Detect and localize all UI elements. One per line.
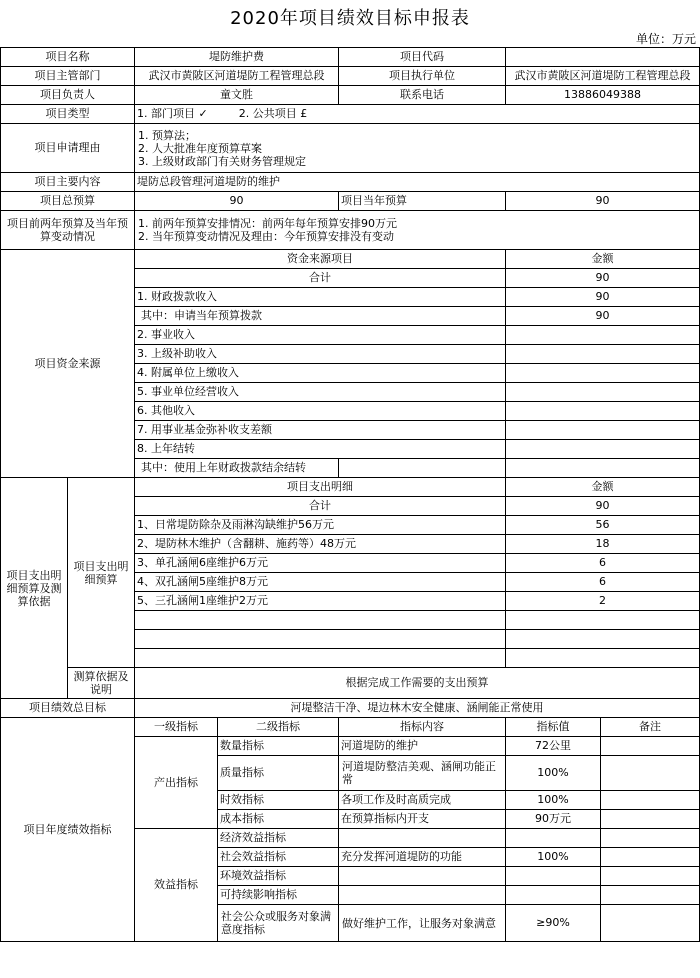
indicator-content [339,886,506,905]
indicator-value: 90万元 [506,810,601,829]
expense-item: 4、双孔涵闸5座维护8万元 [135,573,506,592]
expense-amount: 90 [506,497,700,516]
funding-amount [506,402,700,421]
label-total-budget: 项目总预算 [1,192,135,211]
indicator-l2: 质量指标 [218,756,339,791]
funding-amount [506,459,700,478]
label-output-indicators: 产出指标 [135,737,218,829]
label-benefit-indicators: 效益指标 [135,829,218,942]
form-title: 2020年项目绩效目标申报表 [230,8,470,29]
expense-amount: 6 [506,554,700,573]
indicator-content: 河道堤防的维护 [339,737,506,756]
indicator-value: 72公里 [506,737,601,756]
reason-line: 3. 上级财政部门有关财务管理规定 [138,154,306,168]
reason-line: 1. 预算法； [138,128,196,142]
value-budget-change [135,211,700,250]
indicator-value [506,829,601,848]
funding-amount: 90 [506,269,700,288]
expense-empty-amount [506,630,700,649]
col-content: 指标内容 [339,718,506,737]
indicator-note [601,848,700,867]
type-option-public: 2. 公共项目 £ [238,107,308,120]
indicator-content [339,829,506,848]
funding-item: 8. 上年结转 [135,440,506,459]
col-note: 备注 [601,718,700,737]
indicator-l2: 经济效益指标 [218,829,339,848]
expense-item: 3、单孔涵闸6座维护6万元 [135,554,506,573]
value-project-name: 堤防维护费 [135,48,339,67]
expense-amount: 2 [506,592,700,611]
col-level1: 一级指标 [135,718,218,737]
label-funding-source: 项目资金来源 [1,250,135,478]
label-calc-basis: 测算依据及说明 [68,668,135,699]
indicator-l2: 可持续影响指标 [218,886,339,905]
expense-empty-item [135,611,506,630]
expense-item: 5、三孔涵闸1座维护2万元 [135,592,506,611]
label-dept: 项目主管部门 [1,67,135,86]
value-project-code [506,48,700,67]
value-calc-basis: 根据完成工作需要的支出预算 [135,668,700,699]
indicator-value: ≥90% [506,905,601,942]
value-dept: 武汉市黄陂区河道堤防工程管理总段 [135,67,339,86]
value-type [135,105,700,124]
indicator-note [601,905,700,942]
funding-item: 1. 财政拨款收入 [135,288,506,307]
indicator-note [601,737,700,756]
indicator-content [339,867,506,886]
change-line: 2. 当年预算变动情况及理由：今年预算安排没有变动 [138,230,394,243]
value-phone: 13886049388 [506,86,700,105]
reason-line: 2. 人大批准年度预算草案 [138,141,262,155]
label-owner: 项目负责人 [1,86,135,105]
value-perf-goal: 河堤整洁干净、堤边林木安全健康、涵闸能正常使用 [135,699,700,718]
declaration-table [0,47,700,942]
value-content: 堤防总段管理河道堤防的维护 [135,173,700,192]
col-level2: 二级指标 [218,718,339,737]
value-owner: 童文胜 [135,86,339,105]
col-value: 指标值 [506,718,601,737]
label-exec-unit: 项目执行单位 [339,67,506,86]
indicator-content: 河道堤防整洁美观、涵闸功能正常 [339,756,506,791]
expense-item: 合计 [135,497,506,516]
label-project-code: 项目代码 [339,48,506,67]
funding-col-amount: 金额 [506,250,700,269]
label-content: 项目主要内容 [1,173,135,192]
funding-amount [506,421,700,440]
indicator-note [601,829,700,848]
value-total-budget: 90 [135,192,339,211]
expense-amount: 56 [506,516,700,535]
funding-item: 合计 [135,269,506,288]
expense-empty-amount [506,649,700,668]
indicator-value: 100% [506,848,601,867]
funding-item: 2. 事业收入 [135,326,506,345]
funding-amount [506,345,700,364]
funding-amount [506,326,700,345]
value-exec-unit: 武汉市黄陂区河道堤防工程管理总段 [506,67,700,86]
label-current-budget: 项目当年预算 [339,192,506,211]
funding-item: 7. 用事业基金弥补收支差额 [135,421,506,440]
value-reason [135,124,700,173]
label-budget-change: 项目前两年预算及当年预算变动情况 [1,211,135,250]
funding-item: 3. 上级补助收入 [135,345,506,364]
funding-item: 其中：使用上年财政拨款结余结转 [135,459,339,478]
indicator-value: 100% [506,791,601,810]
indicator-l2: 数量指标 [218,737,339,756]
indicator-note [601,756,700,791]
label-reason: 项目申请理由 [1,124,135,173]
indicator-content: 各项工作及时高质完成 [339,791,506,810]
label-project-name: 项目名称 [1,48,135,67]
indicator-note [601,791,700,810]
expense-empty-item [135,649,506,668]
label-expense-budget: 项目支出明细预算及测算依据 [1,478,68,699]
label-phone: 联系电话 [339,86,506,105]
indicator-content: 充分发挥河道堤防的功能 [339,848,506,867]
funding-amount: 90 [506,307,700,326]
label-annual-indicators: 项目年度绩效指标 [1,718,135,942]
expense-col-amount: 金额 [506,478,700,497]
expense-amount: 18 [506,535,700,554]
expense-col-item: 项目支出明细 [135,478,506,497]
indicator-value: 100% [506,756,601,791]
funding-item: 6. 其他收入 [135,402,506,421]
funding-blank-cell [339,459,506,478]
indicator-content: 在预算指标内开支 [339,810,506,829]
expense-empty-item [135,630,506,649]
indicator-l2: 社会公众或服务对象满意度指标 [218,905,339,942]
funding-amount: 90 [506,288,700,307]
change-line: 1. 前两年预算安排情况：前两年每年预算安排90万元 [138,217,397,230]
expense-item: 1、日常堤防除杂及雨淋沟缺维护56万元 [135,516,506,535]
indicator-l2: 时效指标 [218,791,339,810]
funding-amount [506,383,700,402]
indicator-note [601,886,700,905]
funding-item: 5. 事业单位经营收入 [135,383,506,402]
indicator-value [506,867,601,886]
unit-label: 单位：万元 [635,32,696,46]
type-option-dept: 1. 部门项目 ✓ [137,107,208,120]
funding-item: 其中：申请当年预算拨款 [135,307,506,326]
value-current-budget: 90 [506,192,700,211]
label-type: 项目类型 [1,105,135,124]
indicator-note [601,867,700,886]
funding-col-item: 资金来源项目 [135,250,506,269]
expense-amount: 6 [506,573,700,592]
indicator-note [601,810,700,829]
indicator-l2: 成本指标 [218,810,339,829]
funding-item: 4. 附属单位上缴收入 [135,364,506,383]
indicator-l2: 环境效益指标 [218,867,339,886]
indicator-value [506,886,601,905]
funding-amount [506,440,700,459]
label-perf-goal: 项目绩效总目标 [1,699,135,718]
indicator-content: 做好维护工作，让服务对象满意 [339,905,506,942]
funding-amount [506,364,700,383]
expense-item: 2、堤防林木维护（含翻耕、施药等）48万元 [135,535,506,554]
indicator-l2: 社会效益指标 [218,848,339,867]
label-expense-detail: 项目支出明细预算 [68,478,135,668]
expense-empty-amount [506,611,700,630]
